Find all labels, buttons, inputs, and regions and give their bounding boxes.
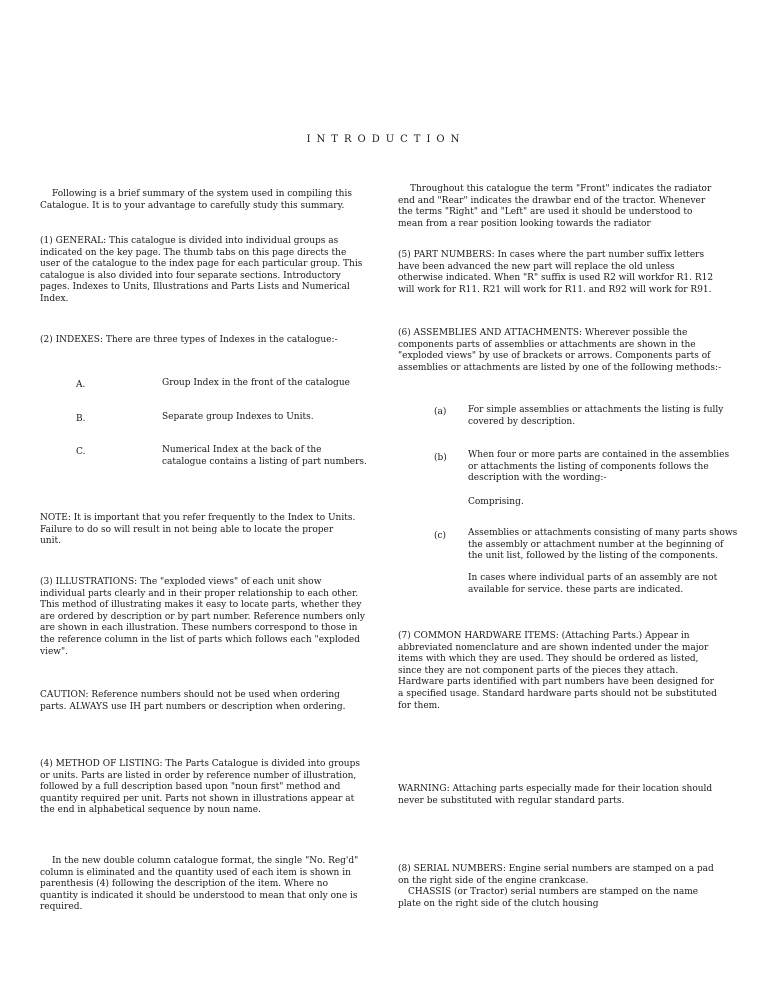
illustrations-section xyxy=(40,577,366,658)
part-numbers-text: (5) PART NUMBERS: In cases where the part number suffix letters have been advanced the new part will replace the old unless otherwise indicated. When "R" suffix is used R2 will workfor R1. R12 will work for R11. R21 will work for R11. and R92 will work for R91. xyxy=(398,250,714,295)
intro-text: Following is a brief summary of the system used in compiling this Catalogue. It is to your advantage to carefully study this summary. xyxy=(40,189,352,211)
sub-item-letter: (b) xyxy=(434,453,447,463)
index-item-text: Separate group Indexes to Units. xyxy=(162,412,314,422)
warning-text: WARNING: Attaching parts especially made for their location should never be substituted with regular standard parts. xyxy=(398,784,713,806)
double-column-text: In the new double column catalogue format, the single "No. Reg'd" column is eliminated and the quantity used of each item is shown in parenthesis (4) following the description of the item. Where no quantity is indicated it should be understood to mean that only one is required. xyxy=(40,856,359,913)
index-item-letter: B. xyxy=(76,414,86,424)
sub-item-text: For simple assemblies or attachments the listing is fully covered by description. xyxy=(468,405,724,427)
serial-engine-text: (8) SERIAL NUMBERS: Engine serial numbers are stamped on a pad on the right side of the engine crankcase. xyxy=(398,864,714,886)
caution-paragraph xyxy=(40,690,360,713)
intro-paragraph xyxy=(40,189,356,212)
general-section xyxy=(40,236,364,306)
index-item-text: Group Index in the front of the catalogue xyxy=(162,378,350,388)
warning-paragraph xyxy=(398,784,718,807)
sub-item-text: Comprising. xyxy=(468,497,524,507)
index-item-letter: C. xyxy=(76,447,86,457)
note-text: NOTE: It is important that you refer frequently to the Index to Units. Failure to do so will result in not being able to locate the proper unit. xyxy=(40,513,356,547)
serial-numbers-section xyxy=(398,864,720,910)
sub-item-text: In cases where individual parts of an assembly are not available for service. these parts are indicated. xyxy=(468,573,718,595)
method-text: (4) METHOD OF LISTING: The Parts Catalogue is divided into groups or units. Parts are listed in order by reference number of illustration, followed by a full description based upon "noun first" method and quantity required per unit. Parts not shown in illustrations appear at the end in alphabetical sequence by noun name. xyxy=(40,759,360,816)
illustrations-text: (3) ILLUSTRATIONS: The "exploded views" of each unit show individual parts clearly and in their proper relationship to each other. This method of illustrating makes it easy to locate parts, whether they are ordered by description or by part number. Reference numbers only are shown in each illustration. These numbers correspond to those in the reference column in the list of parts which follows each "exploded view". xyxy=(40,577,365,657)
part-numbers-section xyxy=(398,250,720,296)
indexes-text: (2) INDEXES: There are three types of Indexes in the catalogue:- xyxy=(40,335,338,345)
general-text: (1) GENERAL: This catalogue is divided into individual groups as indicated on the key page. The thumb tabs on this page directs the user of the catalogue to the index page for each particular group. This catalogue is also divided into four separate sections. Introductory pages. Indexes to Units, Illustrations and Parts Lists and Numerical Index. xyxy=(40,236,363,304)
serial-chassis-text: CHASSIS (or Tractor) serial numbers are stamped on the name plate on the right side of the clutch housing xyxy=(398,887,699,909)
sub-item-letter: (a) xyxy=(434,407,447,417)
sub-item-letter: (c) xyxy=(434,531,447,541)
double-column-paragraph xyxy=(40,856,366,914)
hardware-section xyxy=(398,631,720,712)
sub-item-text: When four or more parts are contained in the assemblies or attachments the listing of components follows the description with the wording:- xyxy=(468,450,730,484)
note-paragraph xyxy=(40,513,356,548)
front-rear-paragraph xyxy=(398,184,720,230)
front-rear-text: Throughout this catalogue the term "Front" indicates the radiator end and "Rear" indicates the drawbar end of the tractor. Whenever the terms "Right" and "Left" are used it should be understood to mean from a rear position looking towards the radiator xyxy=(398,184,712,229)
indexes-section xyxy=(40,335,356,347)
page-title: INTRODUCTION xyxy=(306,134,466,145)
assemblies-text: (6) ASSEMBLIES AND ATTACHMENTS: Wherever possible the components parts of assemblies or attachments are shown in the "exploded views" by use of brackets or arrows. Components parts of assemblies or attachments are listed by one of the following methods:- xyxy=(398,328,722,373)
index-item-text: Numerical Index at the back of the catalogue contains a listing of part numbers. xyxy=(162,445,367,467)
assemblies-section xyxy=(398,328,722,374)
caution-text: CAUTION: Reference numbers should not be used when ordering parts. ALWAYS use IH part numbers or description when ordering. xyxy=(40,690,346,712)
hardware-text: (7) COMMON HARDWARE ITEMS: (Attaching Parts.) Appear in abbreviated nomenclature and are shown indented under the major items with which they are used. They should be ordered as listed, since they are not component parts of the pieces they attach. Hardware parts identified with part numbers have been designed for a specified usage. Standard hardware parts should not be substituted for them. xyxy=(398,631,717,711)
sub-item-text: Assemblies or attachments consisting of many parts shows the assembly or attachment number at the beginning of the unit list, followed by the listing of the components. xyxy=(468,528,738,562)
index-item-letter: A. xyxy=(76,380,86,390)
method-section xyxy=(40,759,366,817)
